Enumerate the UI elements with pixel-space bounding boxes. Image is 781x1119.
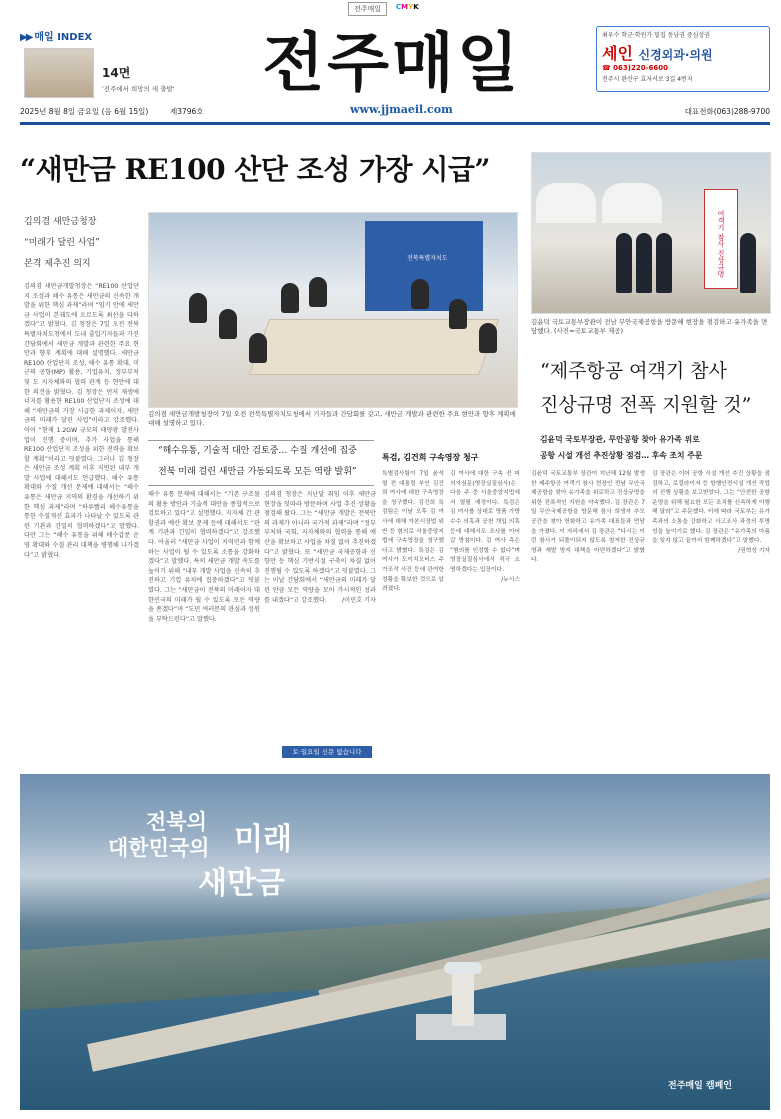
photo-person — [309, 277, 327, 307]
ad-text-line4: 새만금 — [198, 866, 285, 901]
issue-date: 2025년 8월 8일 금요일 (음 6월 15일) — [20, 107, 149, 116]
pull-quote-line-2: 전북 미래 걸린 새만금 가동되도록 모든 역량 발휘” — [158, 467, 357, 477]
issue-number: 제3796호 — [170, 107, 204, 116]
right-photo[interactable] — [531, 152, 771, 314]
right-subhead-line-1: 김윤덕 국토부장관, 무안공항 찾아 유가족 위로 — [540, 435, 700, 444]
masthead-rule — [20, 122, 770, 125]
photo-person — [616, 233, 632, 293]
photo-person — [411, 279, 429, 309]
ad-phone: ☎ 063)220-6600 — [602, 64, 668, 72]
lead-photo-caption: 김의겸 새만금개발청장이 7일 오전 전북특별자치도청에서 기자들과 간담회를 갖고, 새만금 개발과 관련한 주요 현안과 향후 계획에 대해 설명하고 있다. — [148, 410, 516, 427]
photo-person — [189, 293, 207, 323]
side-body-col2 — [450, 470, 520, 754]
lead-subhead-2: “미래가 달린 사업” — [24, 238, 100, 248]
right-body-col2-text: 김 장관은 이어 공항 시설 개선 추진 상황을 점검하고, 로컬라이저 등 항행안전시설 개선 작업의 진행 상황을 보고받았다. 그는 “안전한 공항 운영을 위해 필요한 모든 조치를 신속하게 이행해 달라”고 주문했다. 이에 따라 국토부는 유가족과의 소통을 강화하고 사고조사 과정의 투명성을 높이기로 했다. 김 장관은 “유가족의 아픔을 잊지 않고 끝까지 함께하겠다”고 말했다. — [652, 471, 770, 545]
lead-subhead-1: 김의겸 새만금청장 — [24, 217, 97, 227]
top-label: 전주매일 — [348, 2, 387, 16]
photo-person — [449, 299, 467, 329]
index-title: ▶▶ 매일 INDEX — [20, 32, 93, 43]
right-photo-caption — [531, 318, 771, 336]
ad-brand-suffix: 신경외과·의원 — [638, 48, 713, 62]
ad-text-line2: 대한민국의 — [108, 836, 210, 860]
right-subhead-line-2: 공항 시설 개선 추진상황 점검… 후속 조치 주문 — [540, 451, 703, 460]
no-paper-notice: 토·일요일 신문 없습니다 — [282, 746, 372, 758]
lead-byline: /이민호 기자 — [342, 596, 376, 604]
cmyk-y: Y — [408, 3, 414, 11]
website-link[interactable]: www.jjmaeil.com — [350, 103, 453, 116]
ad-tower-top — [444, 962, 482, 974]
index-page[interactable]: 14면 — [102, 66, 131, 80]
photo-person — [219, 309, 237, 339]
right-body-col2 — [652, 470, 770, 758]
photo-person — [479, 323, 497, 353]
lead-pull-quote — [148, 440, 374, 486]
right-headline[interactable] — [540, 354, 772, 422]
lead-body-col3 — [264, 490, 376, 748]
lead-photo[interactable] — [148, 212, 518, 408]
phone-number: 대표전화(063)288-9700 — [684, 107, 770, 116]
double-arrow-icon: ▶▶ — [20, 32, 32, 43]
photo-person — [249, 333, 267, 363]
right-headline-line-1: “제주항공 여객기 참사 — [540, 360, 727, 382]
lead-headline[interactable]: “새만금 RE100 산단 조성 가장 시급” — [20, 153, 491, 186]
photo-tent — [536, 183, 596, 223]
clinic-ad[interactable] — [596, 26, 770, 92]
index-box — [20, 28, 126, 43]
side-body-col2-text: 김 여사에 대한 구속 전 피의자심문(영장실질심사)은 다음 주 중 서울중앙지법에서 열릴 예정이다. 특검은 김 여사를 상대로 명품 가방 수수 의혹과 공천 개입 의혹 등에 대해서도 조사를 이어갈 방침이다. 김 여사 측은 “혐의를 인정할 수 없다”며 영장실질심사에서 적극 소명하겠다는 입장이다. — [450, 471, 520, 573]
cmyk-m: M — [401, 3, 409, 11]
ad-credit: 전주매일 캠페인 — [668, 1081, 732, 1091]
index-caption: '전주에서 희망의 새 출발' — [102, 85, 175, 93]
side-headline[interactable]: 특검, 김건희 구속영장 청구 — [382, 453, 479, 462]
newspaper-logo: 전주매일 — [262, 27, 522, 101]
index-photo[interactable] — [24, 48, 94, 98]
ad-tagline: 최우수 학군·학원가 밀집 동남권 중심상권 — [602, 32, 711, 39]
ad-brand: 세인 — [602, 44, 633, 63]
photo-person — [636, 233, 652, 293]
side-byline: /뉴시스 — [501, 576, 520, 583]
photo-person — [740, 233, 756, 293]
photo-tent — [602, 183, 662, 223]
ad-tower — [452, 970, 474, 1026]
right-headline-line-2: 진상규명 전폭 지원할 것” — [540, 394, 752, 416]
lead-body-col1: 김의겸 새만금개발청장은 “RE100 산업단지 조성과 해수 유통은 새만금의 신속한 개발을 위한 핵심 과제”라며 “임기 안에 새만금 사업이 본궤도에 오르도록 최선을 다하겠다”고 밝혔다. 김 청장은 7일 오전 전북특별자치도청에서 도내 출입기자들과 가진 간담회에서 새만금 개발과 관련한 주요 현안과 향후 계획에 대해 설명했다. 새만금 RE100 산업단지 조성, 해수 유통 확대, 미군의 공항(MP) 활용, 기업유치, 정부부처 및 도 지자체와의 협력 관계 등 현안에 대한 의견을 밝혔다. 김 청장은 먼저 재생에너지를 활용한 RE100 산업단지 조성에 대해 “새만금의 가장 시급한 과제이자, 새만금의 미래가 달린 사업”이라고 강조했다. 이어 “현재 1.2GW 규모의 태양광 발전사업이 진행 중이며, 추가 사업을 통해 RE100 산업단지 조성을 위한 전력을 확보할 계획”이라고 덧붙였다. 그러나 김 청장은 새만금 조성 계획 이후 지연된 내부 개발 사업에 대해서도 언급했다. 해수 유통 확대와 수질 개선 문제에 대해서는 “해수 유통은 새만금 지역의 환경을 개선하기 위한 핵심 과제”라며 “하루빨리 해수유통을 통한 수질개선 효과가 나타날 수 있도록 관련 기관과 긴밀히 협력하겠다”고 말했다. 다만 그는 “해수 유통을 위해 배수갑문 운영 확대와 수질 관리 대책을 병행해 나가겠다”고 밝혔다. — [24, 283, 139, 559]
ad-text-line3: 미래 — [234, 822, 292, 857]
right-subhead — [540, 432, 772, 464]
photo-person — [281, 283, 299, 313]
lead-body-col2: 해수 유통 문제에 대해서는 “기존 구조물의 활용 방안과 기술적 대안을 종합적으로 검토하고 있다”고 설명했다. 지자체 간 관할권과 예산 확보 문제 등에 대해서도 “관계 기관과 긴밀히 협력하겠다”고 강조했다. 아울러 “새만금 사업이 지역민과 함께하는 사업이 될 수 있도록 소통을 강화하겠다”고 말했다. 특히 새만금 개발 속도를 높이기 위해 “내부 개발 사업을 신속히 추진하고 기업 유치에 집중하겠다”고 덧붙였다. 그는 “새만금이 전북의 미래이자 대한민국의 미래가 될 수 있도록 모든 역량을 쏟겠다”며 “도민 여러분의 관심과 성원을 부탁드린다”고 말했다. — [148, 491, 260, 623]
right-caption-text: 김윤덕 국토교통부장관이 전남 무안국제공항을 방문해 현장을 점검하고 유가족을 면담했다. — [531, 318, 768, 335]
dateline — [20, 103, 770, 120]
right-byline: /권혁성 기자 — [738, 547, 770, 554]
side-body-col1: 특별검사팀이 7일 윤석열 전 대통령 부인 김건희 여사에 대한 구속영장을 청구했다. 김건희 특검팀은 이날 오후 김 여사에 대해 자본시장법 위반 등 혐의로 서울중앙지법에 구속영장을 청구했다고 밝혔다. 특검은 김 여사가 도이치모터스 주가조작 사건 등에 관여한 정황을 확보한 것으로 알려졌다. — [382, 471, 444, 593]
cmyk-k: K — [413, 3, 419, 11]
pull-quote-line-1: “해수유통, 기술적 대안 검토중… 수질 개선에 집중 — [158, 446, 357, 456]
saemangeum-campaign-ad[interactable] — [20, 774, 770, 1110]
photo-screen-text: 전북특별자치도 — [407, 255, 448, 262]
photo-banner: 여객기 참사 진상규명 — [704, 189, 738, 289]
cmyk-c: C — [396, 3, 402, 11]
cmyk-marks — [396, 3, 419, 11]
right-caption-credit: (사진=국토교통부 제공) — [553, 327, 624, 335]
right-body-col1: 김윤덕 국토교통부 장관이 지난해 12월 발생한 제주항공 여객기 참사 현장인 전남 무안국제공항을 찾아 유가족을 위로하고 진상규명을 위한 전폭적인 지원을 약속했다. 김 장관은 7일 무안국제공항을 방문해 참사 희생자 추모 공간을 찾아 헌화하고 유가족 대표들과 면담을 가졌다. 이 자리에서 김 장관은 “다시는 이런 참사가 되풀이되지 않도록 철저한 진상규명과 재발 방지 대책을 마련하겠다”고 밝혔다. — [531, 471, 645, 564]
photo-person — [656, 233, 672, 293]
ad-address: 전주시 완산구 효자서로 3길 4번지 — [602, 76, 693, 83]
ad-name — [602, 41, 764, 64]
top-strip — [0, 0, 781, 18]
ad-text-line1: 전북의 — [146, 810, 207, 834]
lead-body-col3-text: 김의겸 청장은 지난달 취임 이후 새만금 현장을 잇따라 방문하며 사업 추진 상황을 점검해 왔다. 그는 “새만금 개발은 전북만의 과제가 아니라 국가적 과제”라며 “정부 부처와 국회, 지자체와의 협력을 통해 예산을 확보하고 사업을 차질 없이 추진하겠다”고 밝혔다. 또 “새만금 국제공항과 신항만 등 핵심 기반시설 구축이 차질 없이 진행될 수 있도록 하겠다”고 덧붙였다. 그는 이날 간담회에서 “새만금의 미래가 달린 만큼 모든 역량을 모아 가시적인 성과를 내겠다”고 강조했다. — [264, 491, 376, 604]
lead-subhead-3: 본격 제추진 의지 — [24, 259, 91, 269]
lead-subheads — [24, 212, 139, 275]
